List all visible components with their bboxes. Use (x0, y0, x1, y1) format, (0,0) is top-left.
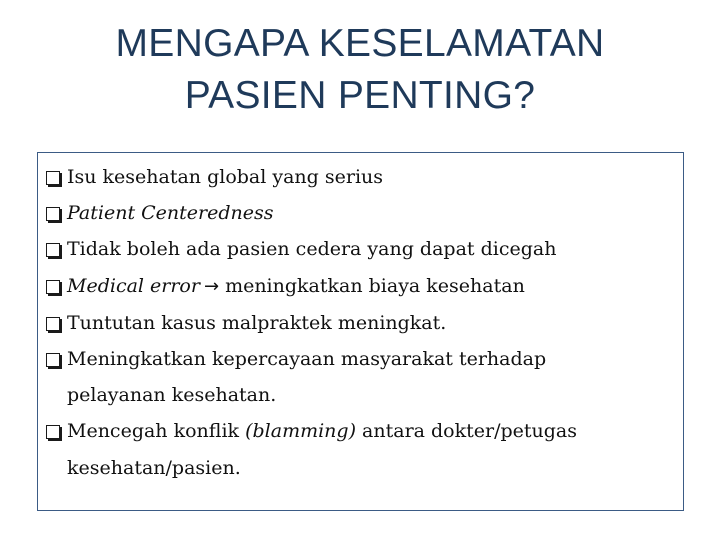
list-item (46, 305, 677, 341)
text-part: Mencegah konflik (67, 420, 246, 443)
list-item-text-rest: meningkatkan biaya kesehatan (225, 274, 525, 297)
list-item (46, 341, 677, 413)
checkbox-square-icon (46, 171, 60, 185)
slide-title (0, 18, 720, 122)
list-item-line-2: kesehatan/pasien. (67, 456, 241, 479)
list-item-text: Tuntutan kasus malpraktek meningkat. (67, 311, 447, 334)
list-item-text: Isu kesehatan global yang serius (67, 166, 384, 188)
list-item (46, 413, 677, 485)
checkbox-square-icon (46, 353, 60, 367)
list-item (46, 159, 677, 195)
right-arrow-icon: → (203, 275, 220, 297)
checkbox-square-icon (46, 207, 60, 221)
checkbox-square-icon (46, 425, 60, 439)
list-item-text (67, 413, 677, 485)
list-item (46, 268, 677, 305)
italic-term: Medical error (67, 274, 200, 297)
list-item-text (67, 268, 677, 305)
list-item-text: Tidak boleh ada pasien cedera yang dapat dicegah (67, 238, 557, 261)
checkbox-square-icon (46, 280, 60, 294)
list-item-line-2: pelayanan kesehatan. (67, 384, 277, 407)
italic-term: (blamming) (245, 420, 356, 443)
list-item-line-1 (67, 413, 677, 449)
checkbox-square-icon (46, 243, 60, 257)
slide-title-line-1: MENGAPA KESELAMATAN (115, 22, 605, 65)
checkbox-square-icon (46, 317, 60, 331)
list-item-line-1: Meningkatkan kepercayaan masyarakat terhadap (67, 348, 547, 371)
bullet-list (46, 159, 677, 486)
text-part: antara dokter/petugas (356, 420, 578, 443)
list-item (46, 195, 677, 231)
list-item-text: Patient Centeredness (67, 202, 274, 225)
slide-title-line-2: PASIEN PENTING? (184, 74, 536, 117)
list-item-text (67, 341, 677, 413)
content-box (37, 152, 684, 511)
list-item (46, 231, 677, 267)
